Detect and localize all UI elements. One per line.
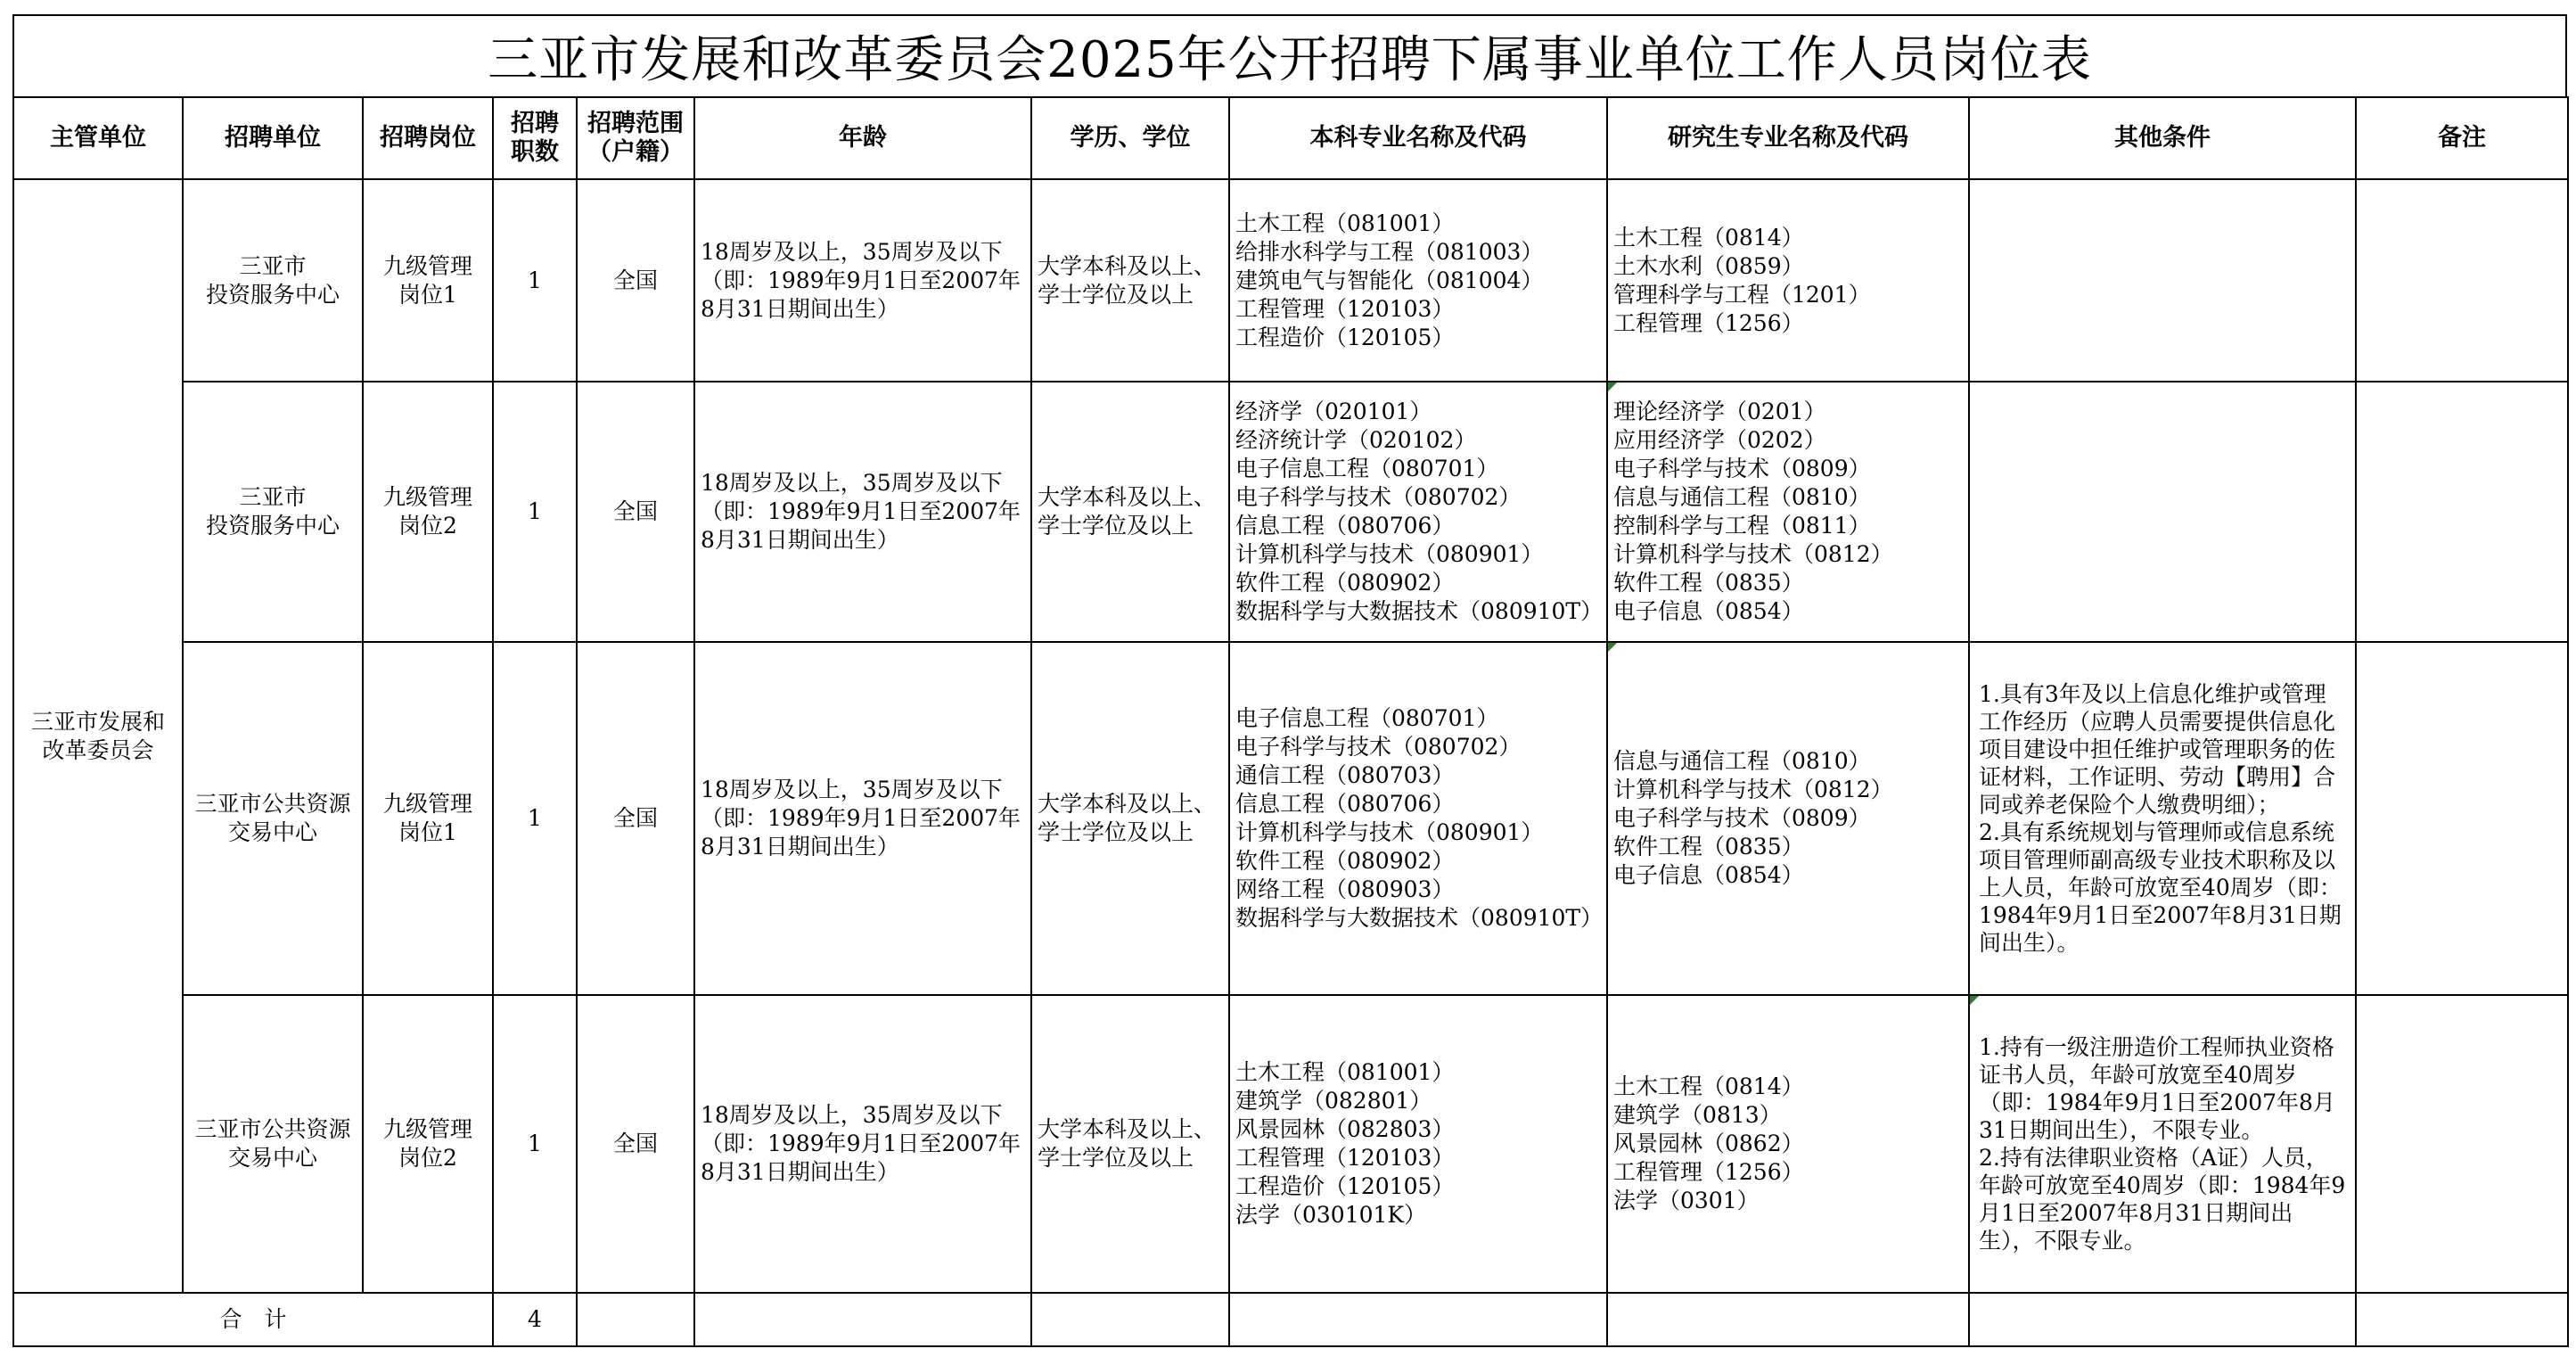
other-cell: 1.持有一级注册造价工程师执业资格证书人员，年龄可放宽至40周岁（即：1984年9月1日至2007年8月31日期间出生），不限专业。 2.持有法律职业资格（A证）人员，年龄可放宽至40周岁（即：1984年9月1日至2007年8月31日期间出生），不限专业。 [1969, 995, 2356, 1293]
empty-cell [1969, 1293, 2356, 1346]
post-cell: 九级管理 岗位1 [363, 642, 493, 995]
notes-cell [2356, 179, 2568, 382]
count-cell: 1 [493, 642, 577, 995]
scope-cell: 全国 [577, 995, 694, 1293]
grad-cell: 土木工程（0814） 建筑学（0813） 风景园林（0862） 工程管理（1256） 法学（0301） [1607, 995, 1969, 1293]
header-scope: 招聘范围 （户籍） [577, 97, 694, 179]
other-cell [1969, 382, 2356, 642]
scope-cell: 全国 [577, 642, 694, 995]
undergrad-cell: 土木工程（081001） 给排水科学与工程（081003） 建筑电气与智能化（081004） 工程管理（120103） 工程造价（120105） [1229, 179, 1607, 382]
total-count: 4 [493, 1293, 577, 1346]
unit-cell: 三亚市 投资服务中心 [183, 179, 363, 382]
edu-cell: 大学本科及以上、学士学位及以上 [1031, 995, 1229, 1293]
header-other: 其他条件 [1969, 97, 2356, 179]
header-post: 招聘岗位 [363, 97, 493, 179]
header-supervisor: 主管单位 [13, 97, 183, 179]
scope-cell: 全国 [577, 179, 694, 382]
notes-cell [2356, 382, 2568, 642]
age-cell: 18周岁及以上，35周岁及以下（即：1989年9月1日至2007年8月31日期间出生） [694, 642, 1031, 995]
header-grad: 研究生专业名称及代码 [1607, 97, 1969, 179]
undergrad-cell: 电子信息工程（080701） 电子科学与技术（080702） 通信工程（080703） 信息工程（080706） 计算机科学与技术（080901） 软件工程（080902） 网络工程（080903） 数据科学与大数据技术（080910T） [1229, 642, 1607, 995]
notes-cell [2356, 995, 2568, 1293]
header-age: 年龄 [694, 97, 1031, 179]
position-table [12, 96, 2569, 1347]
header-count: 招聘 职数 [493, 97, 577, 179]
spreadsheet [12, 14, 2567, 1347]
age-cell: 18周岁及以上，35周岁及以下（即：1989年9月1日至2007年8月31日期间出生） [694, 382, 1031, 642]
total-label: 合 计 [13, 1293, 493, 1346]
age-cell: 18周岁及以上，35周岁及以下（即：1989年9月1日至2007年8月31日期间出生） [694, 995, 1031, 1293]
scope-cell: 全国 [577, 382, 694, 642]
header-unit: 招聘单位 [183, 97, 363, 179]
count-cell: 1 [493, 179, 577, 382]
table-row [13, 642, 2568, 995]
table-row [13, 382, 2568, 642]
unit-cell: 三亚市公共资源 交易中心 [183, 995, 363, 1293]
grad-cell: 理论经济学（0201） 应用经济学（0202） 电子科学与技术（0809） 信息与通信工程（0810） 控制科学与工程（0811） 计算机科学与技术（0812） 软件工程（0835） 电子信息（0854） [1607, 382, 1969, 642]
empty-cell [1607, 1293, 1969, 1346]
header-edu: 学历、学位 [1031, 97, 1229, 179]
other-cell: 1.具有3年及以上信息化维护或管理工作经历（应聘人员需要提供信息化项目建设中担任维护或管理职务的佐证材料，工作证明、劳动【聘用】合同或养老保险个人缴费明细）； 2.具有系统规划与管理师或信息系统项目管理师副高级专业技术职称及以上人员，年龄可放宽至40周岁（即：1984年9月1日至2007年8月31日期间出生）。 [1969, 642, 2356, 995]
count-cell: 1 [493, 995, 577, 1293]
table-row [13, 995, 2568, 1293]
unit-cell: 三亚市公共资源 交易中心 [183, 642, 363, 995]
header-row [13, 97, 2568, 179]
post-cell: 九级管理 岗位2 [363, 382, 493, 642]
empty-cell [577, 1293, 694, 1346]
notes-cell [2356, 642, 2568, 995]
total-row [13, 1293, 2568, 1346]
header-undergrad: 本科专业名称及代码 [1229, 97, 1607, 179]
header-notes: 备注 [2356, 97, 2568, 179]
supervisor-cell: 三亚市发展和 改革委员会 [13, 179, 183, 1293]
edu-cell: 大学本科及以上、学士学位及以上 [1031, 382, 1229, 642]
age-cell: 18周岁及以上，35周岁及以下（即：1989年9月1日至2007年8月31日期间出生） [694, 179, 1031, 382]
grad-cell: 土木工程（0814） 土木水利（0859） 管理科学与工程（1201） 工程管理（1256） [1607, 179, 1969, 382]
count-cell: 1 [493, 382, 577, 642]
empty-cell [694, 1293, 1031, 1346]
grad-cell: 信息与通信工程（0810） 计算机科学与技术（0812） 电子科学与技术（0809） 软件工程（0835） 电子信息（0854） [1607, 642, 1969, 995]
sheet-title: 三亚市发展和改革委员会2025年公开招聘下属事业单位工作人员岗位表 [12, 14, 2567, 96]
undergrad-cell: 土木工程（081001） 建筑学（082801） 风景园林（082803） 工程管理（120103） 工程造价（120105） 法学（030101K） [1229, 995, 1607, 1293]
other-cell [1969, 179, 2356, 382]
post-cell: 九级管理 岗位2 [363, 995, 493, 1293]
unit-cell: 三亚市 投资服务中心 [183, 382, 363, 642]
post-cell: 九级管理 岗位1 [363, 179, 493, 382]
undergrad-cell: 经济学（020101） 经济统计学（020102） 电子信息工程（080701） 电子科学与技术（080702） 信息工程（080706） 计算机科学与技术（080901） 软件工程（080902） 数据科学与大数据技术（080910T） [1229, 382, 1607, 642]
edu-cell: 大学本科及以上、学士学位及以上 [1031, 642, 1229, 995]
empty-cell [1031, 1293, 1229, 1346]
empty-cell [2356, 1293, 2568, 1346]
edu-cell: 大学本科及以上、学士学位及以上 [1031, 179, 1229, 382]
empty-cell [1229, 1293, 1607, 1346]
table-row [13, 179, 2568, 382]
